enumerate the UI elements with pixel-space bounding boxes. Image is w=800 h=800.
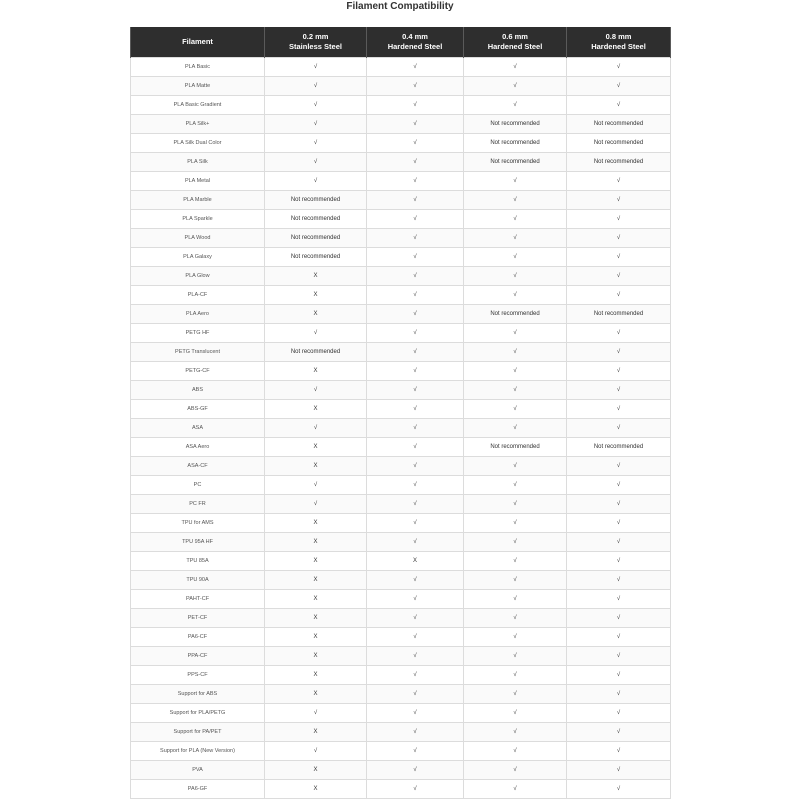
compatibility-cell: √: [567, 457, 671, 476]
filament-name-cell: PETG HF: [131, 324, 265, 343]
compatibility-cell: Not recommended: [265, 248, 367, 267]
compatibility-cell: √: [367, 723, 464, 742]
compatibility-cell: √: [367, 438, 464, 457]
table-row: [131, 134, 671, 153]
filament-name-cell: PLA Silk+: [131, 115, 265, 134]
compatibility-cell: √: [464, 590, 567, 609]
compatibility-cell: √: [265, 742, 367, 761]
table-row: [131, 229, 671, 248]
compatibility-cell: √: [567, 362, 671, 381]
compatibility-cell: √: [567, 267, 671, 286]
compatibility-cell: X: [265, 609, 367, 628]
table-row: [131, 590, 671, 609]
compatibility-cell: X: [265, 780, 367, 799]
filament-name-cell: PLA-CF: [131, 286, 265, 305]
compatibility-cell: √: [367, 742, 464, 761]
table-row: [131, 153, 671, 172]
filament-name-cell: PLA Galaxy: [131, 248, 265, 267]
compatibility-cell: √: [464, 400, 567, 419]
compatibility-cell: √: [464, 628, 567, 647]
filament-name-cell: ABS-GF: [131, 400, 265, 419]
column-header-size: 0.2 mm: [302, 32, 329, 41]
table-row: [131, 647, 671, 666]
compatibility-cell: Not recommended: [265, 210, 367, 229]
compatibility-cell: Not recommended: [265, 191, 367, 210]
table-row: [131, 457, 671, 476]
compatibility-cell: √: [367, 628, 464, 647]
compatibility-cell: √: [367, 495, 464, 514]
compatibility-cell: √: [367, 172, 464, 191]
compatibility-cell: X: [265, 647, 367, 666]
compatibility-cell: √: [567, 476, 671, 495]
column-header-size: 0.4 mm: [402, 32, 428, 41]
compatibility-cell: √: [567, 229, 671, 248]
compatibility-cell: Not recommended: [464, 134, 567, 153]
compatibility-cell: √: [464, 381, 567, 400]
compatibility-cell: √: [464, 761, 567, 780]
compatibility-cell: √: [367, 457, 464, 476]
table-row: [131, 343, 671, 362]
filament-name-cell: PA6-GF: [131, 780, 265, 799]
compatibility-cell: √: [464, 742, 567, 761]
compatibility-cell: √: [464, 457, 567, 476]
filament-name-cell: PLA Basic Gradient: [131, 96, 265, 115]
compatibility-cell: X: [265, 438, 367, 457]
filament-name-cell: PETG-CF: [131, 362, 265, 381]
table-row: [131, 362, 671, 381]
filament-name-cell: Support for ABS: [131, 685, 265, 704]
compatibility-cell: √: [367, 324, 464, 343]
table-row: [131, 305, 671, 324]
column-header-material: Hardened Steel: [591, 42, 646, 51]
compatibility-cell: √: [464, 324, 567, 343]
compatibility-cell: √: [367, 362, 464, 381]
column-header-0-6mm: [464, 27, 567, 58]
compatibility-cell: √: [265, 381, 367, 400]
table-row: [131, 514, 671, 533]
filament-name-cell: TPU 95A HF: [131, 533, 265, 552]
compatibility-cell: √: [567, 381, 671, 400]
compatibility-cell: √: [567, 191, 671, 210]
compatibility-cell: Not recommended: [464, 438, 567, 457]
table-row: [131, 723, 671, 742]
table-row: [131, 495, 671, 514]
table-row: [131, 552, 671, 571]
compatibility-cell: √: [567, 210, 671, 229]
filament-name-cell: ASA Aero: [131, 438, 265, 457]
compatibility-cell: X: [367, 552, 464, 571]
column-header-0-8mm: [567, 27, 671, 58]
column-header-0-2mm: [265, 27, 367, 58]
table-row: [131, 742, 671, 761]
compatibility-cell: Not recommended: [567, 305, 671, 324]
compatibility-cell: √: [265, 77, 367, 96]
page-title: Filament Compatibility: [346, 1, 454, 12]
compatibility-cell: √: [464, 229, 567, 248]
compatibility-cell: X: [265, 685, 367, 704]
compatibility-cell: √: [367, 58, 464, 77]
compatibility-cell: √: [367, 666, 464, 685]
filament-name-cell: PLA Matte: [131, 77, 265, 96]
compatibility-cell: √: [567, 590, 671, 609]
compatibility-cell: √: [367, 685, 464, 704]
compatibility-cell: √: [265, 324, 367, 343]
compatibility-cell: √: [567, 761, 671, 780]
table-row: [131, 210, 671, 229]
compatibility-cell: √: [367, 704, 464, 723]
compatibility-cell: √: [265, 58, 367, 77]
compatibility-cell: Not recommended: [567, 438, 671, 457]
compatibility-cell: Not recommended: [464, 153, 567, 172]
compatibility-cell: √: [265, 134, 367, 153]
compatibility-cell: √: [367, 115, 464, 134]
filament-name-cell: PLA Silk: [131, 153, 265, 172]
table-header: [131, 27, 671, 58]
compatibility-cell: √: [567, 685, 671, 704]
compatibility-cell: X: [265, 267, 367, 286]
compatibility-cell: √: [567, 742, 671, 761]
filament-name-cell: PC: [131, 476, 265, 495]
filament-name-cell: PVA: [131, 761, 265, 780]
compatibility-cell: √: [367, 761, 464, 780]
table-row: [131, 628, 671, 647]
compatibility-cell: √: [464, 533, 567, 552]
compatibility-cell: √: [464, 723, 567, 742]
compatibility-cell: √: [464, 685, 567, 704]
table-row: [131, 571, 671, 590]
compatibility-cell: √: [367, 191, 464, 210]
filament-name-cell: Support for PA/PET: [131, 723, 265, 742]
compatibility-cell: √: [265, 476, 367, 495]
compatibility-cell: √: [367, 305, 464, 324]
table-row: [131, 438, 671, 457]
compatibility-cell: √: [567, 419, 671, 438]
table-row: [131, 685, 671, 704]
table-row: [131, 381, 671, 400]
compatibility-cell: √: [367, 514, 464, 533]
compatibility-cell: √: [464, 476, 567, 495]
column-header-size: 0.6 mm: [502, 32, 528, 41]
compatibility-cell: √: [464, 495, 567, 514]
compatibility-cell: √: [367, 153, 464, 172]
table-row: [131, 248, 671, 267]
filament-name-cell: PLA Glow: [131, 267, 265, 286]
compatibility-cell: √: [367, 780, 464, 799]
filament-name-cell: ASA: [131, 419, 265, 438]
compatibility-cell: √: [567, 723, 671, 742]
compatibility-cell: Not recommended: [265, 229, 367, 248]
compatibility-cell: √: [367, 267, 464, 286]
compatibility-cell: √: [567, 172, 671, 191]
compatibility-cell: X: [265, 723, 367, 742]
compatibility-cell: √: [367, 286, 464, 305]
compatibility-table: [130, 27, 671, 799]
filament-name-cell: PPA-CF: [131, 647, 265, 666]
compatibility-cell: √: [367, 134, 464, 153]
compatibility-cell: √: [367, 571, 464, 590]
compatibility-cell: √: [367, 476, 464, 495]
table-row: [131, 96, 671, 115]
compatibility-cell: √: [567, 704, 671, 723]
compatibility-cell: √: [464, 571, 567, 590]
compatibility-cell: X: [265, 286, 367, 305]
compatibility-cell: X: [265, 514, 367, 533]
compatibility-cell: √: [464, 704, 567, 723]
compatibility-cell: √: [567, 248, 671, 267]
filament-name-cell: PETG Translucent: [131, 343, 265, 362]
compatibility-cell: √: [367, 77, 464, 96]
filament-name-cell: ASA-CF: [131, 457, 265, 476]
compatibility-cell: X: [265, 533, 367, 552]
column-header-size: 0.8 mm: [605, 32, 632, 41]
compatibility-cell: √: [567, 647, 671, 666]
filament-name-cell: PLA Metal: [131, 172, 265, 191]
compatibility-cell: Not recommended: [265, 343, 367, 362]
compatibility-cell: √: [367, 419, 464, 438]
compatibility-cell: √: [567, 533, 671, 552]
compatibility-cell: √: [567, 514, 671, 533]
compatibility-cell: √: [367, 343, 464, 362]
column-header-0-4mm: [367, 27, 464, 58]
table-row: [131, 704, 671, 723]
column-header-material: Hardened Steel: [487, 42, 543, 51]
filament-name-cell: ABS: [131, 381, 265, 400]
filament-name-cell: PLA Wood: [131, 229, 265, 248]
compatibility-cell: √: [464, 191, 567, 210]
filament-name-cell: PC FR: [131, 495, 265, 514]
table-row: [131, 780, 671, 799]
compatibility-cell: √: [265, 495, 367, 514]
compatibility-cell: √: [567, 628, 671, 647]
compatibility-cell: √: [464, 77, 567, 96]
compatibility-cell: √: [567, 286, 671, 305]
column-header-material: Stainless Steel: [289, 42, 342, 51]
compatibility-cell: √: [567, 666, 671, 685]
compatibility-cell: √: [567, 571, 671, 590]
compatibility-cell: √: [567, 780, 671, 799]
table-row: [131, 267, 671, 286]
compatibility-cell: √: [265, 704, 367, 723]
compatibility-cell: √: [464, 343, 567, 362]
compatibility-cell: √: [367, 647, 464, 666]
compatibility-cell: √: [567, 400, 671, 419]
header-row: [131, 27, 671, 58]
compatibility-cell: √: [265, 96, 367, 115]
table-row: [131, 476, 671, 495]
table-row: [131, 191, 671, 210]
compatibility-cell: Not recommended: [567, 134, 671, 153]
filament-name-cell: Support for PLA/PETG: [131, 704, 265, 723]
filament-name-cell: PLA Basic: [131, 58, 265, 77]
filament-name-cell: PAHT-CF: [131, 590, 265, 609]
filament-name-cell: TPU for AMS: [131, 514, 265, 533]
compatibility-cell: Not recommended: [464, 115, 567, 134]
compatibility-cell: √: [367, 609, 464, 628]
compatibility-cell: X: [265, 590, 367, 609]
table-row: [131, 115, 671, 134]
compatibility-cell: √: [567, 324, 671, 343]
filament-name-cell: PLA Silk Dual Color: [131, 134, 265, 153]
compatibility-cell: √: [464, 172, 567, 191]
compatibility-cell: X: [265, 362, 367, 381]
compatibility-cell: √: [567, 495, 671, 514]
compatibility-cell: X: [265, 761, 367, 780]
filament-name-cell: PPS-CF: [131, 666, 265, 685]
compatibility-cell: √: [464, 780, 567, 799]
compatibility-cell: √: [367, 248, 464, 267]
compatibility-cell: Not recommended: [464, 305, 567, 324]
filament-name-cell: Support for PLA (New Version): [131, 742, 265, 761]
compatibility-cell: √: [367, 533, 464, 552]
compatibility-cell: √: [464, 552, 567, 571]
compatibility-cell: √: [464, 267, 567, 286]
compatibility-cell: √: [464, 210, 567, 229]
table-row: [131, 666, 671, 685]
compatibility-cell: √: [464, 609, 567, 628]
table-row: [131, 400, 671, 419]
compatibility-cell: √: [464, 248, 567, 267]
compatibility-cell: √: [464, 362, 567, 381]
compatibility-cell: √: [464, 419, 567, 438]
compatibility-cell: √: [265, 419, 367, 438]
compatibility-cell: √: [265, 115, 367, 134]
filament-name-cell: PA6-CF: [131, 628, 265, 647]
compatibility-cell: √: [367, 381, 464, 400]
filament-name-cell: PLA Marble: [131, 191, 265, 210]
table-row: [131, 761, 671, 780]
compatibility-cell: X: [265, 552, 367, 571]
column-header-filament: Filament: [131, 27, 265, 58]
compatibility-cell: X: [265, 305, 367, 324]
compatibility-cell: √: [367, 96, 464, 115]
table-body: [131, 58, 671, 799]
compatibility-cell: √: [265, 153, 367, 172]
table-row: [131, 77, 671, 96]
compatibility-cell: Not recommended: [567, 115, 671, 134]
compatibility-cell: √: [567, 96, 671, 115]
filament-name-cell: PLA Aero: [131, 305, 265, 324]
table-row: [131, 58, 671, 77]
compatibility-cell: √: [367, 590, 464, 609]
compatibility-cell: √: [464, 666, 567, 685]
table-row: [131, 609, 671, 628]
table-row: [131, 172, 671, 191]
compatibility-cell: √: [464, 96, 567, 115]
compatibility-cell: √: [265, 172, 367, 191]
table-row: [131, 419, 671, 438]
compatibility-cell: √: [464, 286, 567, 305]
filament-name-cell: TPU 85A: [131, 552, 265, 571]
compatibility-cell: √: [464, 647, 567, 666]
filament-name-cell: PET-CF: [131, 609, 265, 628]
table-row: [131, 286, 671, 305]
compatibility-cell: √: [464, 514, 567, 533]
compatibility-cell: √: [367, 229, 464, 248]
table-row: [131, 324, 671, 343]
compatibility-cell: X: [265, 571, 367, 590]
filament-name-cell: PLA Sparkle: [131, 210, 265, 229]
compatibility-cell: Not recommended: [567, 153, 671, 172]
compatibility-cell: X: [265, 628, 367, 647]
column-header-material: Hardened Steel: [387, 42, 443, 51]
compatibility-cell: √: [464, 58, 567, 77]
compatibility-cell: X: [265, 400, 367, 419]
compatibility-cell: √: [367, 400, 464, 419]
table-row: [131, 533, 671, 552]
compatibility-cell: √: [567, 609, 671, 628]
compatibility-cell: X: [265, 457, 367, 476]
compatibility-cell: √: [567, 58, 671, 77]
filament-name-cell: TPU 90A: [131, 571, 265, 590]
compatibility-cell: √: [567, 343, 671, 362]
compatibility-cell: √: [567, 77, 671, 96]
compatibility-cell: √: [567, 552, 671, 571]
compatibility-cell: √: [367, 210, 464, 229]
compatibility-cell: X: [265, 666, 367, 685]
